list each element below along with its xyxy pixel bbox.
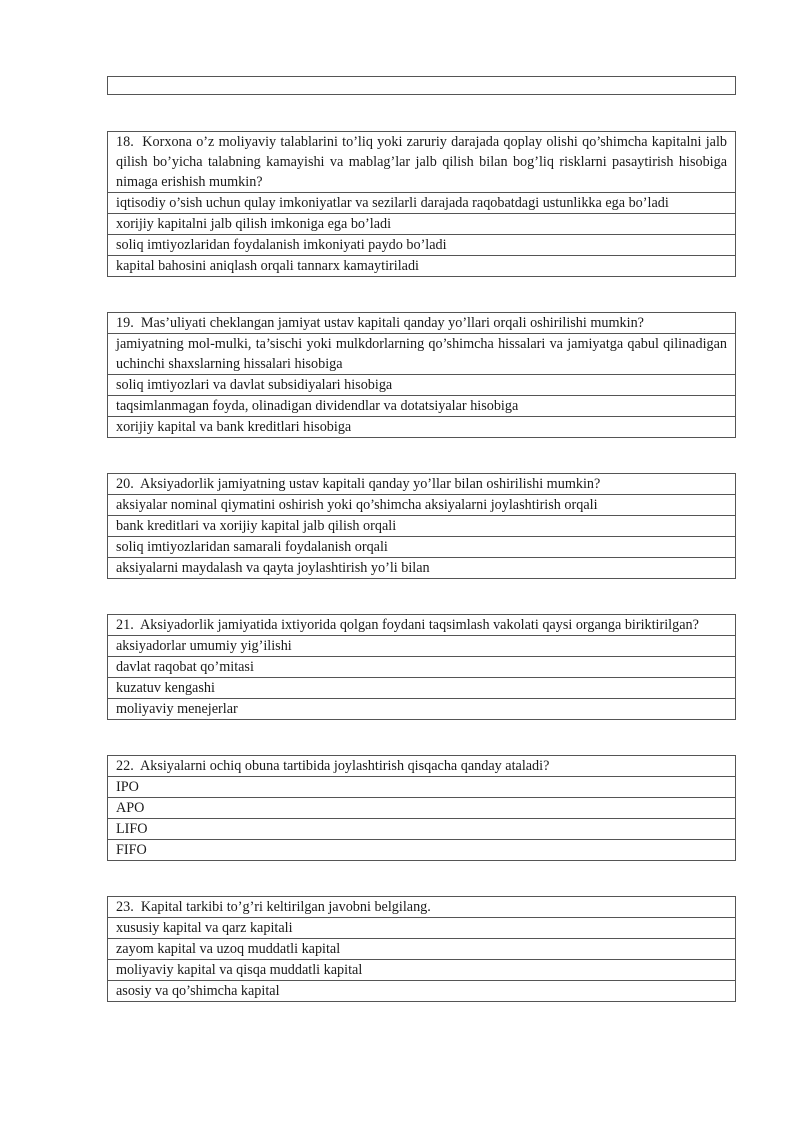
answer-option[interactable]: asosiy va qo’shimcha kapital — [108, 981, 736, 1002]
answer-option[interactable]: aksiyalarni maydalash va qayta joylashtirish yo’li bilan — [108, 558, 736, 579]
answer-option[interactable]: jamiyatning mol-mulki, ta’sischi yoki mulkdorlarning qo’shimcha hissalari va jamiyatga qabul qilinadigan uchinchi shaxslarning hissalari hisobiga — [108, 334, 736, 375]
question-number: 20. — [116, 476, 134, 492]
answer-option[interactable]: soliq imtiyozlaridan foydalanish imkoniyati paydo bo’ladi — [108, 235, 736, 256]
answer-option[interactable]: LIFO — [108, 819, 736, 840]
answer-option[interactable]: moliyaviy menejerlar — [108, 699, 736, 720]
answer-option[interactable]: moliyaviy kapital va qisqa muddatli kapital — [108, 960, 736, 981]
question-prompt: Korxona o’z moliyaviy talablarini to’liq yoki zaruriy darajada qoplay olishi qo’shimcha kapitalni jalb qilish bo’yicha talabning kamayishi va mablag’lar jalb qilish bilan bog’liq risklarni pasaytirish hisobiga nimaga erishish mumkin? — [116, 134, 727, 190]
question-table-21 — [107, 614, 736, 720]
question-number: 19. — [116, 315, 134, 331]
question-text-23 — [108, 897, 736, 918]
answer-option[interactable]: xorijiy kapital va bank kreditlari hisobiga — [108, 417, 736, 438]
answer-option[interactable]: kuzatuv kengashi — [108, 678, 736, 699]
empty-table-row — [107, 76, 736, 95]
question-text-22 — [108, 756, 736, 777]
question-prompt: Aksiyadorlik jamiyatida ixtiyorida qolgan foydani taqsimlash vakolati qaysi organga biriktirilgan? — [140, 617, 699, 633]
question-table-19 — [107, 312, 736, 438]
document-page — [107, 76, 736, 1002]
question-table-22 — [107, 755, 736, 861]
question-prompt: Mas’uliyati cheklangan jamiyat ustav kapitali qanday yo’llari orqali oshirilishi mumkin? — [140, 315, 644, 331]
answer-option[interactable]: IPO — [108, 777, 736, 798]
answer-option[interactable]: xorijiy kapitalni jalb qilish imkoniga ega bo’ladi — [108, 214, 736, 235]
answer-option[interactable]: aksiyadorlar umumiy yig’ilishi — [108, 636, 736, 657]
question-text-19 — [108, 313, 736, 334]
question-text-18 — [108, 132, 736, 193]
question-text-21 — [108, 615, 736, 636]
question-table-18 — [107, 131, 736, 277]
answer-option[interactable]: davlat raqobat qo’mitasi — [108, 657, 736, 678]
answer-option[interactable]: bank kreditlari va xorijiy kapital jalb qilish orqali — [108, 516, 736, 537]
answer-option[interactable]: kapital bahosini aniqlash orqali tannarx kamaytiriladi — [108, 256, 736, 277]
answer-option[interactable]: soliq imtiyozlari va davlat subsidiyalari hisobiga — [108, 375, 736, 396]
question-table-20 — [107, 473, 736, 579]
question-number: 21. — [116, 617, 134, 633]
answer-option[interactable]: zayom kapital va uzoq muddatli kapital — [108, 939, 736, 960]
answer-option[interactable]: FIFO — [108, 840, 736, 861]
question-prompt: Aksiyalarni ochiq obuna tartibida joylashtirish qisqacha qanday ataladi? — [140, 758, 550, 774]
question-number: 22. — [116, 758, 134, 774]
answer-option[interactable]: iqtisodiy o’sish uchun qulay imkoniyatlar va sezilarli darajada raqobatdagi ustunlikka ega bo’ladi — [108, 193, 736, 214]
answer-option[interactable]: aksiyalar nominal qiymatini oshirish yoki qo’shimcha aksiyalarni joylashtirish orqali — [108, 495, 736, 516]
answer-option[interactable]: xususiy kapital va qarz kapitali — [108, 918, 736, 939]
question-number: 23. — [116, 899, 134, 915]
question-text-20 — [108, 474, 736, 495]
question-prompt: Kapital tarkibi to’g’ri keltirilgan javobni belgilang. — [140, 899, 431, 915]
answer-option[interactable]: taqsimlanmagan foyda, olinadigan dividendlar va dotatsiyalar hisobiga — [108, 396, 736, 417]
question-table-23 — [107, 896, 736, 1002]
answer-option[interactable]: APO — [108, 798, 736, 819]
question-prompt: Aksiyadorlik jamiyatning ustav kapitali qanday yo’llar bilan oshirilishi mumkin? — [140, 476, 601, 492]
answer-option[interactable]: soliq imtiyozlaridan samarali foydalanish orqali — [108, 537, 736, 558]
question-number: 18. — [116, 134, 134, 150]
